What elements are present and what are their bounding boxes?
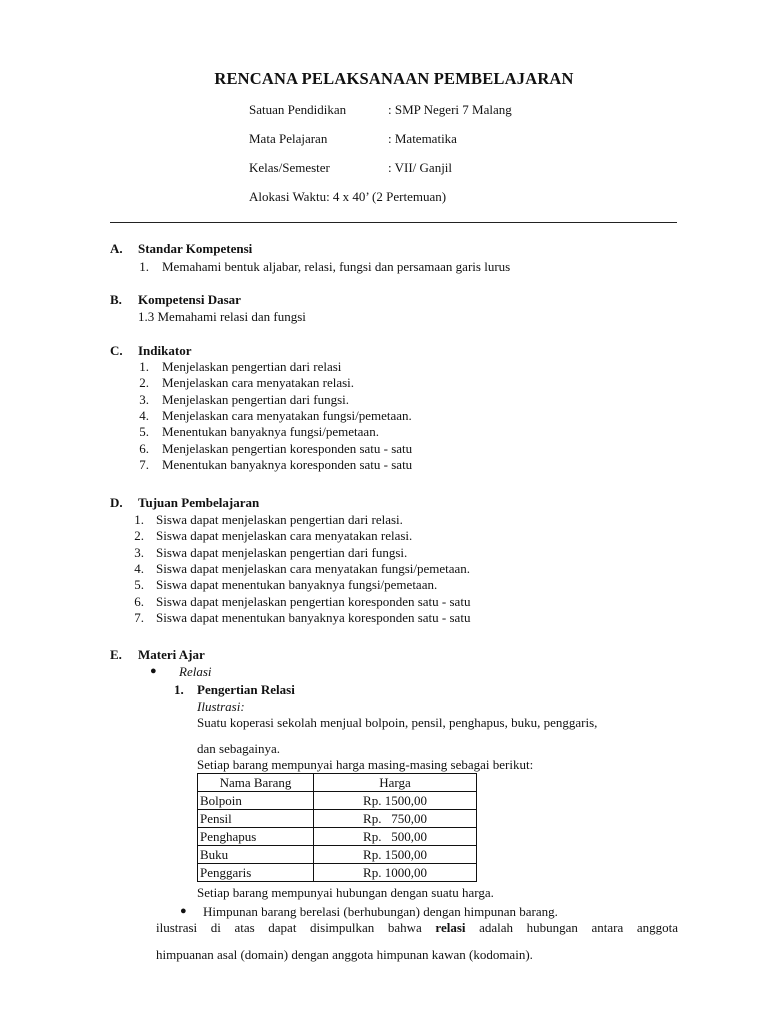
column-header: Nama Barang [198,774,314,792]
bullet-icon: ● [150,665,157,677]
paragraph: Setiap barang mempunyai harga masing-masing sebagai berikut: [197,757,534,772]
list-number: 7. [139,456,149,472]
table-cell-price: Rp. 1500,00 [314,846,477,864]
section-b-text: 1.3 Memahami relasi dan fungsi [138,309,306,324]
info-value: : Matematika [388,131,457,146]
section-d-title: Tujuan Pembelajaran [138,495,260,510]
list-number: 1. [139,259,149,274]
table-row [198,792,477,810]
list-number: 4. [139,407,149,423]
info-label: Satuan Pendidikan [249,102,347,117]
section-d-letter: D. [110,495,123,510]
list-number: 6. [134,593,144,609]
alokasi-waktu: Alokasi Waktu: 4 x 40’ (2 Pertemuan) [249,189,447,204]
info-value: : SMP Negeri 7 Malang [388,102,512,117]
paragraph: Suatu koperasi sekolah menjual bolpoin, pensil, penghapus, buku, penggaris, [197,715,598,730]
section-c-title: Indikator [138,343,192,358]
sub-title: Pengertian Relasi [197,682,295,697]
column-header: Harga [314,774,477,792]
table-cell-price: Rp. 750,00 [314,810,477,828]
list-number: 7. [134,609,144,625]
table-cell-name: Pensil [198,810,314,828]
list-number: 4. [134,560,144,576]
list-number: 3. [134,544,144,560]
section-b-letter: B. [110,292,122,307]
table-cell-name: Bolpoin [198,792,314,810]
list-item: Menjelaskan pengertian koresponden satu - satu [162,440,413,456]
table-cell-name: Buku [198,846,314,864]
bullet-icon: ● [180,905,187,917]
conclusion-paragraph [156,919,678,936]
paragraph: Himpunan barang berelasi (berhubungan) dengan himpunan barang. [203,904,558,919]
list-number: 5. [134,577,144,593]
table-cell-name: Penggaris [198,864,314,882]
list-number: 1. [139,359,149,374]
price-table [197,773,477,882]
conclusion-text: adalah hubungan antara anggota [465,920,678,935]
info-label: Mata Pelajaran [249,131,328,146]
list-item: Siswa dapat menentukan banyaknya fungsi/pemetaan. [156,577,438,593]
table-row [198,864,477,882]
list-number: 3. [139,391,149,407]
list-number: 2. [139,375,149,391]
list-item: Memahami bentuk aljabar, relasi, fungsi dan persamaan garis lurus [162,259,511,274]
table-cell-price: Rp. 1000,00 [314,864,477,882]
list-item: Menentukan banyaknya fungsi/pemetaan. [162,424,379,440]
list-number: 6. [139,440,149,456]
list-item: Siswa dapat menjelaskan pengertian dari relasi. [156,512,403,527]
conclusion-text: ilustrasi di atas dapat disimpulkan bahwa [156,920,436,935]
paragraph: dan sebagainya. [197,741,281,756]
header-divider [110,222,677,223]
list-number: 1. [134,512,144,527]
list-item: Menjelaskan pengertian dari fungsi. [162,391,349,407]
paragraph: Setiap barang mempunyai hubungan dengan suatu harga. [197,885,494,900]
section-b-title: Kompetensi Dasar [138,292,241,307]
section-a-letter: A. [110,241,123,256]
section-a-title: Standar Kompetensi [138,241,253,256]
materi-bullet-label: Relasi [179,664,212,679]
info-label: Kelas/Semester [249,160,330,175]
sub-number: 1. [174,682,184,697]
list-item: Menjelaskan pengertian dari relasi [162,359,342,374]
table-row [198,810,477,828]
list-item: Menentukan banyaknya koresponden satu - satu [162,456,413,472]
table-cell-price: Rp. 500,00 [314,828,477,846]
list-item: Siswa dapat menjelaskan pengertian koresponden satu - satu [156,593,471,609]
section-c-letter: C. [110,343,123,358]
list-item: Menjelaskan cara menyatakan fungsi/pemetaan. [162,407,412,423]
table-cell-price: Rp. 1500,00 [314,792,477,810]
list-number: 2. [134,528,144,544]
page-title: RENCANA PELAKSANAAN PEMBELAJARAN [214,69,574,88]
info-value: : VII/ Ganjil [388,160,453,175]
table-row [198,828,477,846]
table-header-row [198,774,477,792]
ilustrasi-label: Ilustrasi: [197,699,245,714]
list-item: Siswa dapat menentukan banyaknya koresponden satu - satu [156,609,471,625]
list-number: 5. [139,424,149,440]
table-cell-name: Penghapus [198,828,314,846]
list-item: Siswa dapat menjelaskan pengertian dari fungsi. [156,544,408,560]
section-e-title: Materi Ajar [138,647,205,662]
section-e-letter: E. [110,647,122,662]
list-item: Siswa dapat menjelaskan cara menyatakan relasi. [156,528,413,544]
paragraph: himpuanan asal (domain) dengan anggota himpunan kawan (kodomain). [156,947,533,962]
list-item: Menjelaskan cara menyatakan relasi. [162,375,355,391]
table-row [198,846,477,864]
relasi-term: relasi [435,920,466,935]
list-item: Siswa dapat menjelaskan cara menyatakan fungsi/pemetaan. [156,560,471,576]
